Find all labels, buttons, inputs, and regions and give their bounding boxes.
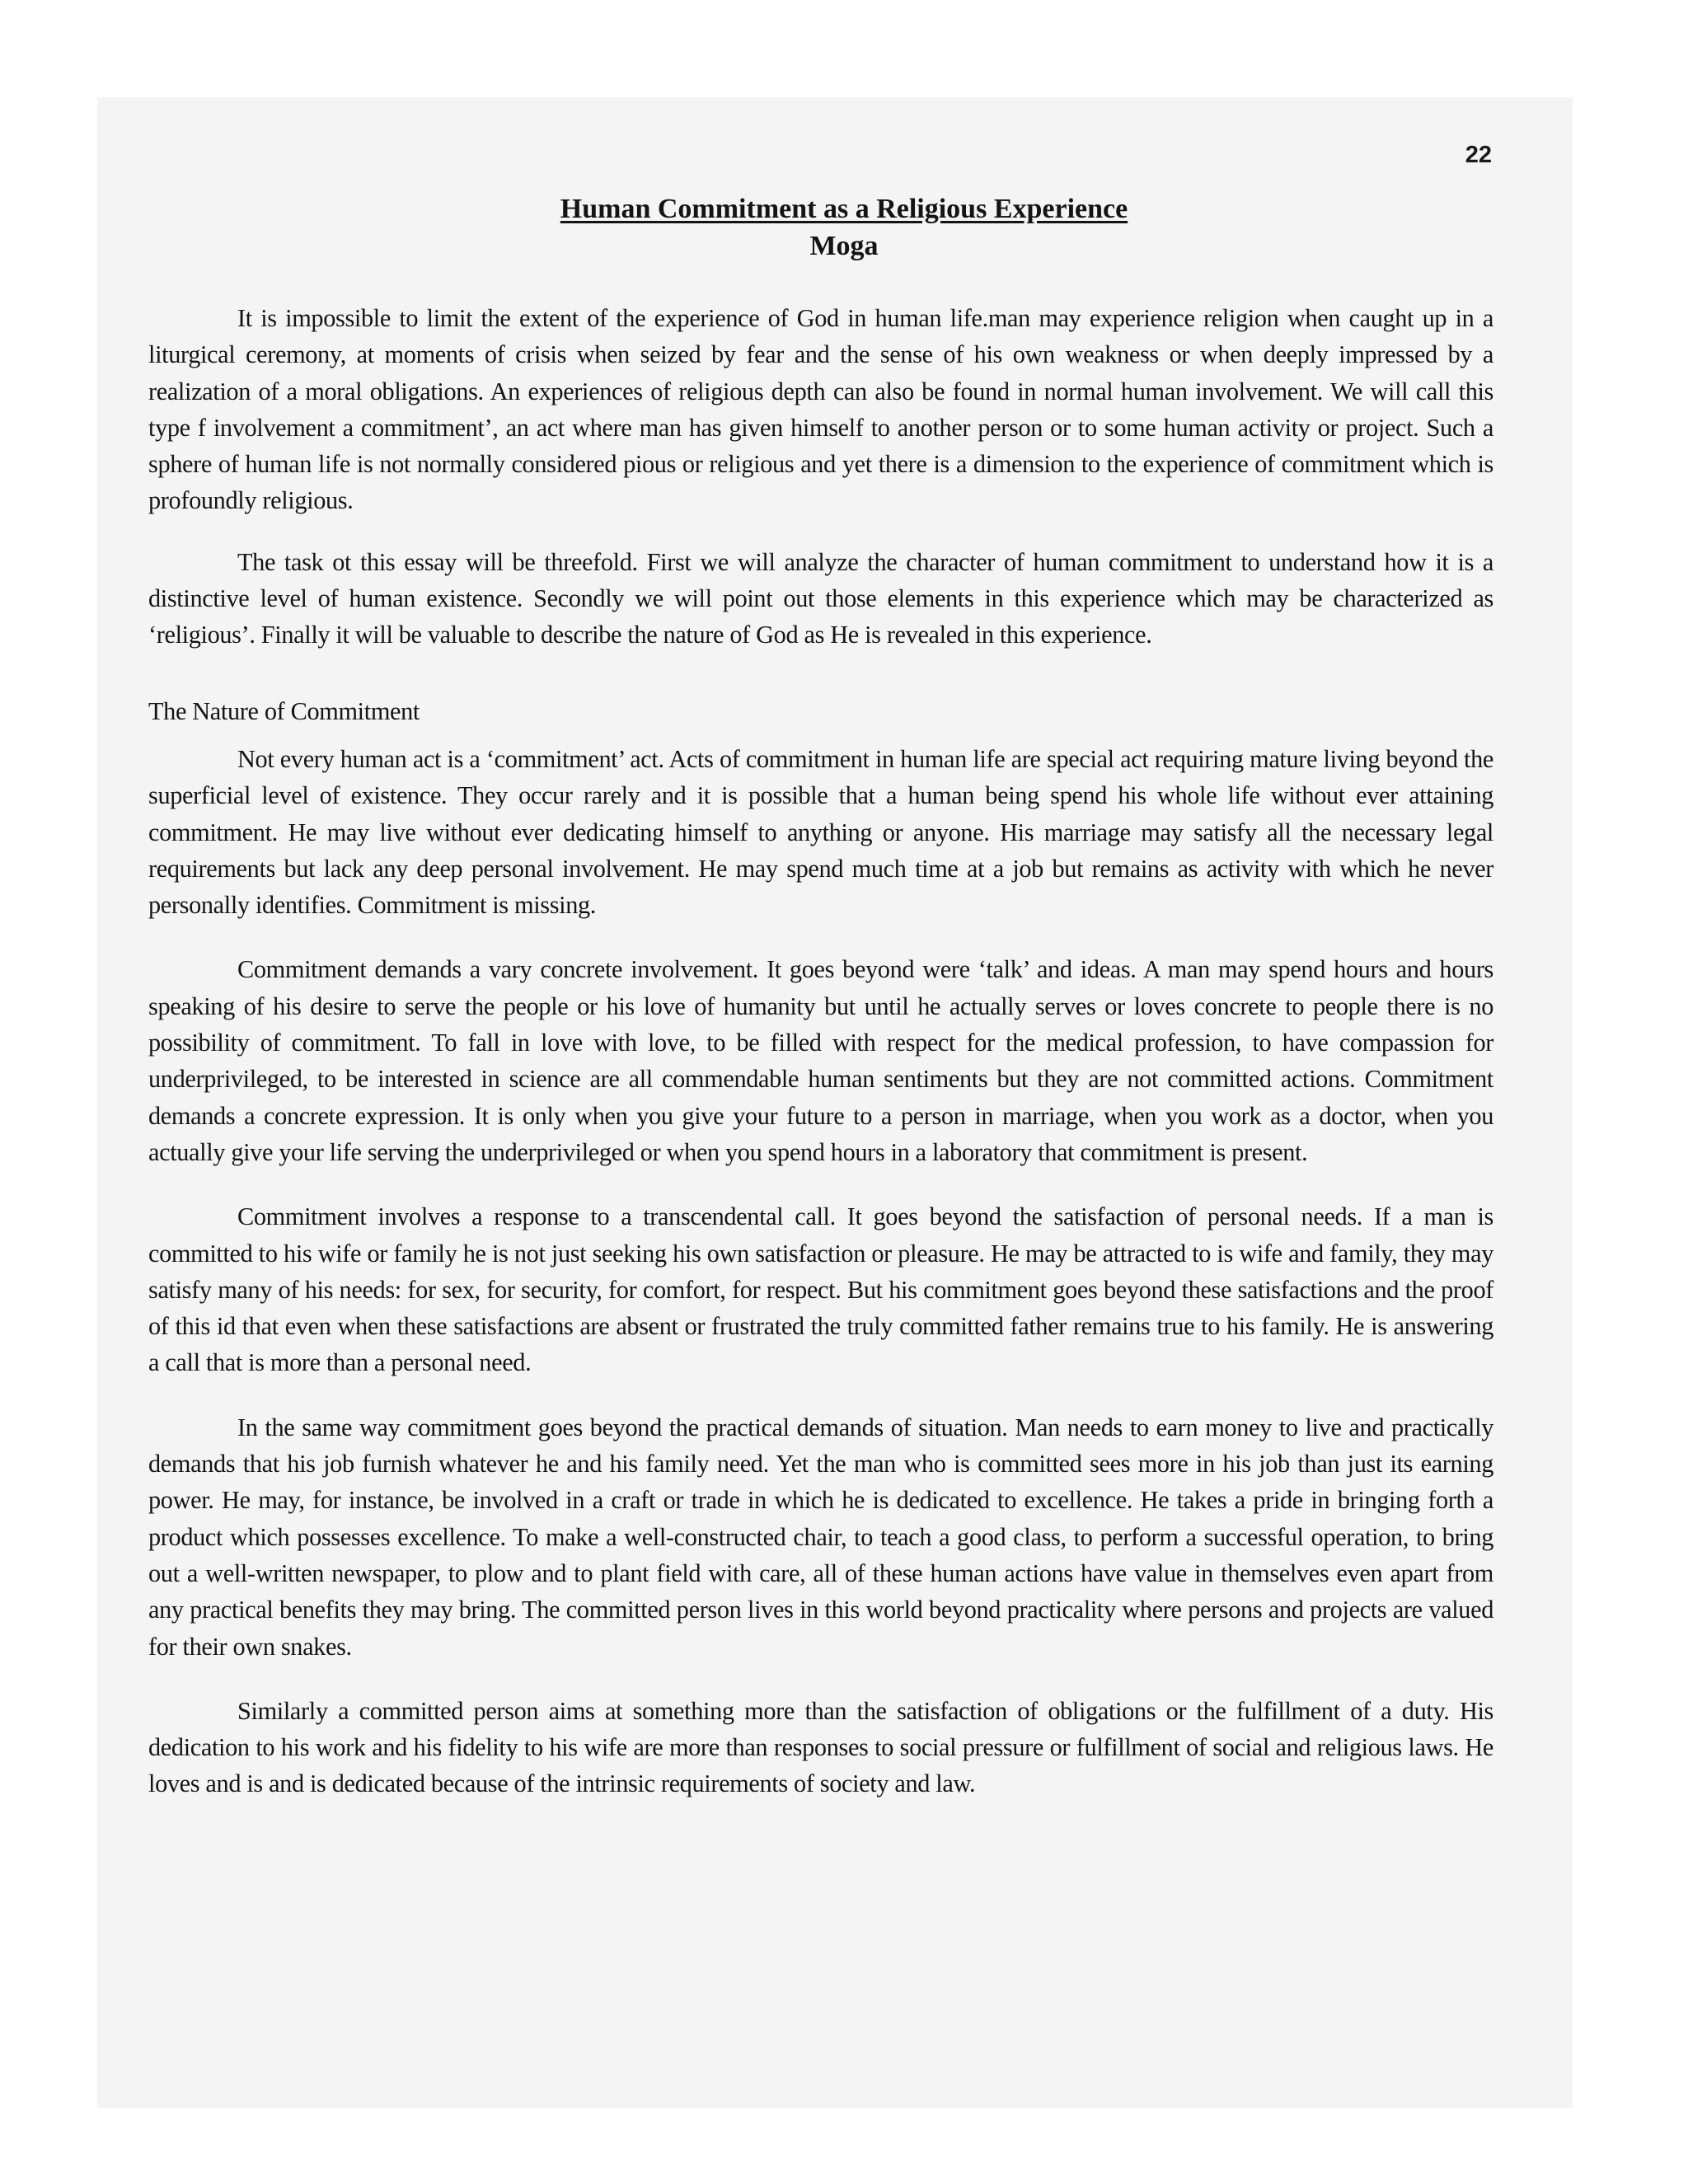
section-heading: The Nature of Commitment	[148, 696, 420, 725]
paragraph-obligations: Similarly a committed person aims at something more than the satisfaction of obligations or the fulfillment of a duty. His dedication to his work and his fidelity to his wife are more than responses to social pressure or fulfillment of social and religious laws. He loves and is and is dedicated because of the intrinsic requirements of society and law.	[148, 1696, 1493, 1798]
paragraph-transcendental-call: Commitment involves a response to a transcendental call. It goes beyond the satisfaction of personal needs. If a man is committed to his wife or family he is not just seeking his own satisfaction or pleasure. He may be attracted to is wife and family, they may satisfy many of his needs: for sex, for security, for comfort, for respect. But his commitment goes beyond these satisfactions and the proof of this id that even when these satisfactions are absent or frustrated the truly committed father remains true to his family. He is answering a call that is more than a personal need.	[148, 1202, 1493, 1377]
document-body	[148, 300, 1493, 1802]
document-title: Human Commitment as a Religious Experience	[560, 194, 1128, 224]
paragraph-essay-task: The task ot this essay will be threefold. First we will analyze the character of human commitment to understand how it is a distinctive level of human existence. Secondly we will point out those elements in this experience which may be characterized as ‘religious’. Finally it will be valuable to describe the nature of God as He is revealed in this experience.	[148, 547, 1493, 649]
page-number: 22	[1465, 142, 1492, 168]
paragraph-concrete-involvement: Commitment demands a vary concrete involvement. It goes beyond were ‘talk’ and ideas. A man may spend hours and hours speaking of his desire to serve the people or his love of humanity but until he actually serves or loves concrete to people there is no possibility of commitment. To fall in love with love, to be filled with respect for the medical profession, to have compassion for underprivileged, to be interested in science are all commendable human sentiments but they are not committed actions. Commitment demands a concrete expression. It is only when you give your future to a person in marriage, when you work as a doctor, when you actually give your life serving the underprivileged or when you spend hours in a laboratory that commitment is present.	[148, 955, 1493, 1166]
paragraph-practical-demands: In the same way commitment goes beyond the practical demands of situation. Man needs to earn money to live and practically demands that his job furnish whatever he and his family need. Yet the man who is committed sees more in his job than just its earning power. He may, for instance, be involved in a craft or trade in which he is dedicated to excellence. He takes a pride in bringing forth a product which possesses excellence. To make a well-constructed chair, to teach a good class, to perform a successful operation, to bring out a well-written newspaper, to plow and to plant field with care, all of these human actions have value in themselves even apart from any practical benefits they may bring. The committed person lives in this world beyond practicality where persons and projects are valued for their own snakes.	[148, 1413, 1493, 1661]
paragraph-not-every-act: Not every human act is a ‘commitment’ act. Acts of commitment in human life are special act requiring mature living beyond the superficial level of existence. They occur rarely and it is possible that a human being spend his whole life without ever attaining commitment. He may live without ever dedicating himself to anything or anyone. His marriage may satisfy all the necessary legal requirements but lack any deep personal involvement. He may spend much time at a job but remains as activity with which he never personally identifies. Commitment is missing.	[148, 744, 1493, 920]
document-author: Moga	[809, 231, 879, 261]
paragraph-intro: It is impossible to limit the extent of the experience of God in human life.man may experience religion when caught up in a liturgical ceremony, at moments of crisis when seized by fear and the sense of his own weakness or when deeply impressed by a realization of a moral obligations. An experiences of religious depth can also be found in normal human involvement. We will call this type f involvement a commitment’, an act where man has given himself to another person or to some human activity or project. Such a sphere of human life is not normally considered pious or religious and yet there is a dimension to the experience of commitment which is profoundly religious.	[148, 304, 1493, 515]
